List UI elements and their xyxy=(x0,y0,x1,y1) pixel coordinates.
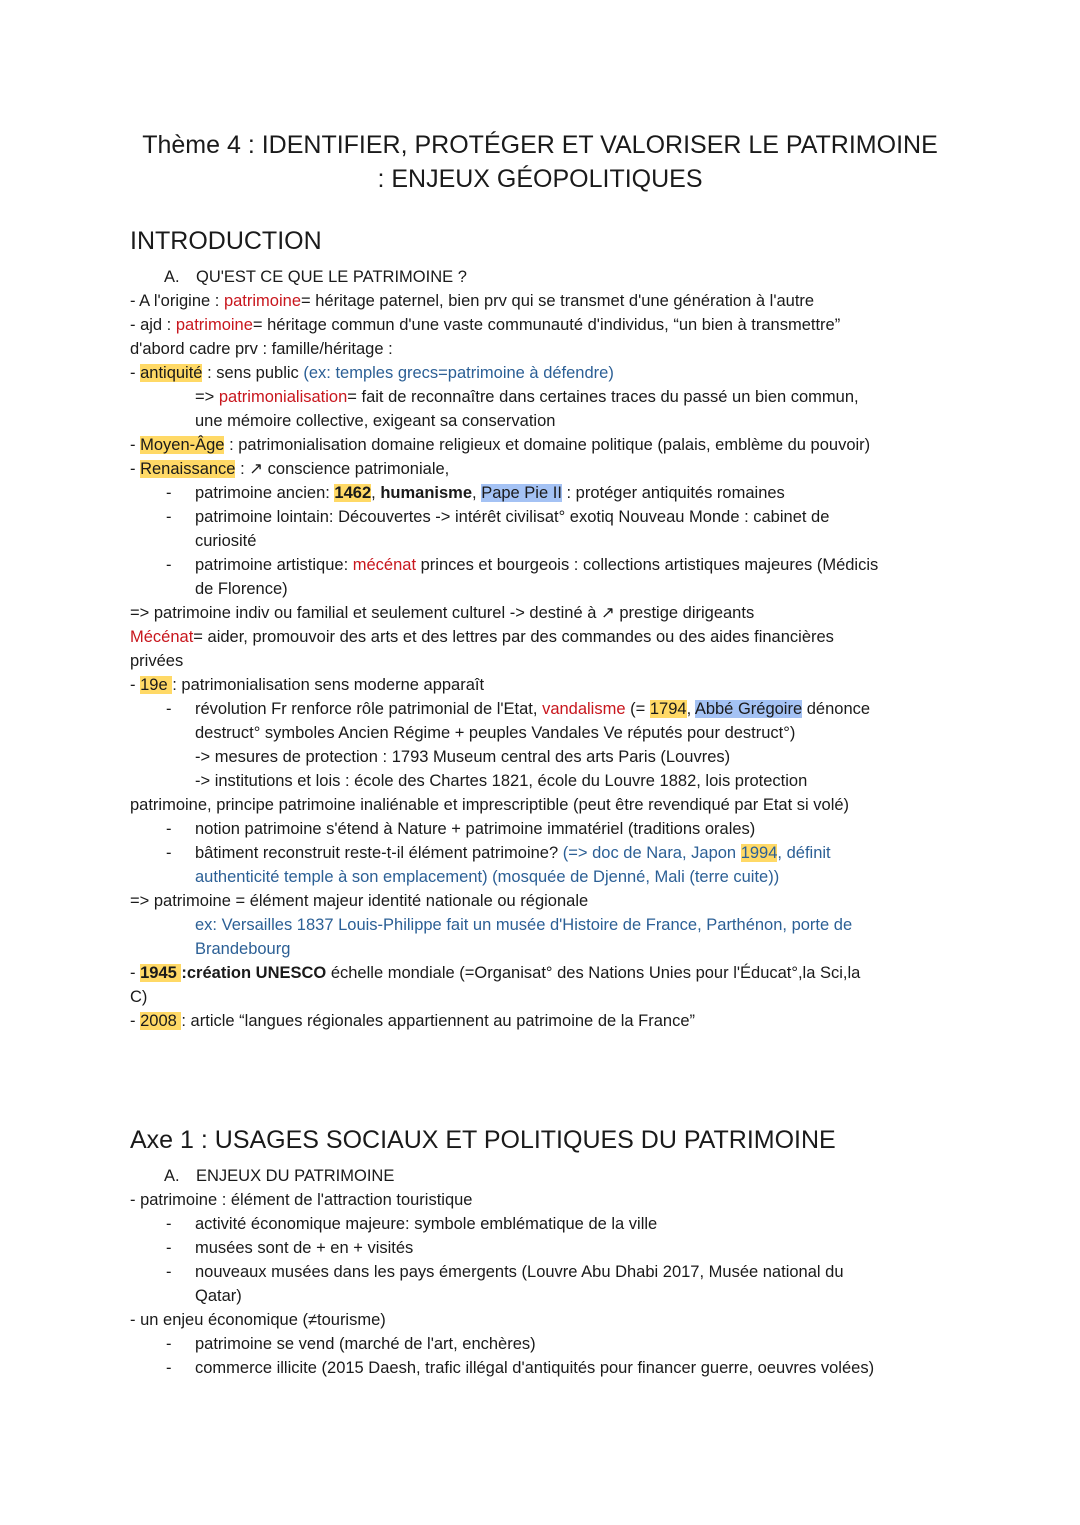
intro-subheading-a xyxy=(130,265,960,289)
bullet-dash: - xyxy=(166,1239,172,1257)
text: = fait de reconnaître dans certaines traces du passé un bien commun, xyxy=(347,388,859,406)
text-line: C) xyxy=(130,988,148,1006)
term-red: vandalisme xyxy=(542,700,626,718)
highlight-yellow: 1994 xyxy=(740,844,778,862)
bullet-item xyxy=(130,1212,960,1236)
text: : article “langues régionales appartiennent au patrimoine de la France” xyxy=(181,1012,696,1030)
sub-label: ENJEUX DU PATRIMOINE xyxy=(196,1167,395,1185)
highlight-blue: Abbé Grégoire xyxy=(694,700,803,718)
bullet-item xyxy=(130,841,960,865)
text: - xyxy=(130,364,141,382)
text-line xyxy=(130,313,960,337)
sub-label: QU'EST CE QUE LE PATRIMOINE ? xyxy=(196,268,467,286)
intro-heading: INTRODUCTION xyxy=(130,227,322,255)
term-red: patrimonialisation xyxy=(218,388,348,406)
highlight-yellow: 1462 xyxy=(334,484,372,502)
text-line: ex: Versailles 1837 Louis-Philippe fait un musée d'Histoire de France, Parthénon, porte de xyxy=(195,916,853,934)
text-line: Brandebourg xyxy=(195,940,291,958)
text-line: - patrimoine : élément de l'attraction touristique xyxy=(130,1191,473,1209)
highlight-yellow: 2008 xyxy=(140,1012,182,1030)
text: patrimoine se vend (marché de l'art, enchères) xyxy=(195,1335,536,1353)
text: notion patrimoine s'étend à Nature + patrimoine immatériel (traditions orales) xyxy=(195,820,756,838)
text: = héritage commun d'une vaste communauté d'individus, “un bien à transmettre” xyxy=(252,316,841,334)
intro-body xyxy=(130,265,960,1033)
text: bâtiment reconstruit reste-t-il élément patrimoine? xyxy=(195,844,563,862)
text: révolution Fr renforce rôle patrimonial de l'Etat, xyxy=(195,700,543,718)
text-line xyxy=(130,1009,960,1033)
text: : ↗ conscience patrimoniale, xyxy=(235,460,450,478)
bullet-item xyxy=(130,1332,960,1356)
highlight-yellow: Moyen-Âge xyxy=(140,436,225,454)
text-line xyxy=(130,673,960,697)
bullet-item xyxy=(130,1236,960,1260)
sub-letter: A. xyxy=(164,1167,180,1185)
text: , xyxy=(686,700,695,718)
text: , xyxy=(371,484,381,502)
text: - xyxy=(130,460,141,478)
text: : sens public xyxy=(202,364,304,382)
text: patrimoine ancien: xyxy=(195,484,335,502)
title-line-1: Thème 4 : IDENTIFIER, PROTÉGER ET VALORISER LE PATRIMOINE xyxy=(142,131,938,159)
text: dénonce xyxy=(802,700,871,718)
document-title xyxy=(130,128,950,196)
text: nouveaux musées dans les pays émergents (Louvre Abu Dhabi 2017, Musée national du xyxy=(195,1263,844,1281)
axe1-subheading-a xyxy=(130,1164,960,1188)
text-line: Qatar) xyxy=(195,1287,242,1305)
highlight-yellow: 1945 xyxy=(140,964,182,982)
example-blue: , définit xyxy=(777,844,831,862)
highlight-yellow: 19e xyxy=(140,676,173,694)
text: - ajd : xyxy=(130,316,176,334)
text-line: - un enjeu économique (≠tourisme) xyxy=(130,1311,386,1329)
text: : patrimonialisation sens moderne apparaît xyxy=(172,676,485,694)
text-line xyxy=(130,433,960,457)
bullet-dash: - xyxy=(166,820,172,838)
bullet-item xyxy=(130,505,960,529)
bullet-dash: - xyxy=(166,484,172,502)
bold-term: :création UNESCO xyxy=(181,964,327,982)
bullet-dash: - xyxy=(166,844,172,862)
highlight-yellow: antiquité xyxy=(140,364,203,382)
bullet-item xyxy=(130,1260,960,1284)
text-line: => patrimoine indiv ou familial et seulement culturel -> destiné à ↗ prestige dirigeants xyxy=(130,604,755,622)
term-red: mécénat xyxy=(352,556,417,574)
text: princes et bourgeois : collections artistiques majeures (Médicis xyxy=(416,556,879,574)
text: activité économique majeure: symbole emblématique de la ville xyxy=(195,1215,658,1233)
example-blue: (ex: temples grecs=patrimoine à défendre) xyxy=(303,364,614,382)
text: - xyxy=(130,676,141,694)
bullet-dash: - xyxy=(166,1215,172,1233)
text: - A l'origine : xyxy=(130,292,224,310)
bullet-item xyxy=(130,481,960,505)
term-red: patrimoine xyxy=(175,316,253,334)
text: , xyxy=(472,484,482,502)
highlight-yellow: Renaissance xyxy=(140,460,236,478)
text: échelle mondiale (=Organisat° des Nations Unies pour l'Éducat°,la Sci,la xyxy=(326,964,861,982)
highlight-blue: Pape Pie II xyxy=(481,484,562,502)
axe1-body xyxy=(130,1164,960,1380)
text: commerce illicite (2015 Daesh, trafic illégal d'antiquités pour financer guerre, oeuvres volées) xyxy=(195,1359,875,1377)
term-red: Mécénat xyxy=(130,628,194,646)
bullet-dash: - xyxy=(166,700,172,718)
axe1-heading: Axe 1 : USAGES SOCIAUX ET POLITIQUES DU PATRIMOINE xyxy=(130,1126,836,1154)
text-line: destruct° symboles Ancien Régime + peuples Vandales Ve réputés pour destruct°) xyxy=(195,724,796,742)
text: - xyxy=(130,436,141,454)
text: : protéger antiquités romaines xyxy=(561,484,785,502)
text-line: de Florence) xyxy=(195,580,288,598)
text: - xyxy=(130,964,141,982)
bullet-dash: - xyxy=(166,1335,172,1353)
text: (= xyxy=(625,700,650,718)
text: => xyxy=(195,388,219,406)
text: = aider, promouvoir des arts et des lettres par des commandes ou des aides financières xyxy=(193,628,834,646)
text: musées sont de + en + visités xyxy=(195,1239,414,1257)
text-line xyxy=(130,961,960,985)
bullet-dash: - xyxy=(166,508,172,526)
text: = héritage paternel, bien prv qui se transmet d'une génération à l'autre xyxy=(301,292,815,310)
text-line: une mémoire collective, exigeant sa conservation xyxy=(195,412,556,430)
text-line: -> mesures de protection : 1793 Museum central des arts Paris (Louvres) xyxy=(195,748,731,766)
text-line: => patrimoine = élément majeur identité nationale ou régionale xyxy=(130,892,589,910)
bold-term: humanisme xyxy=(380,484,473,502)
text-line xyxy=(130,457,960,481)
bullet-item xyxy=(130,817,960,841)
text: patrimoine artistique: xyxy=(195,556,353,574)
bullet-item xyxy=(130,553,960,577)
text: : patrimonialisation domaine religieux et domaine politique (palais, emblème du pouvoir) xyxy=(224,436,871,454)
text: - xyxy=(130,1012,141,1030)
text-line xyxy=(130,289,960,313)
text: patrimoine lointain: Découvertes -> intérêt civilisat° exotiq Nouveau Monde : cabinet de xyxy=(195,508,830,526)
term-red: patrimoine xyxy=(223,292,301,310)
bullet-dash: - xyxy=(166,556,172,574)
text-line: patrimoine, principe patrimoine inaliénable et imprescriptible (peut être revendiqué par Etat si volé) xyxy=(130,796,850,814)
bullet-dash: - xyxy=(166,1263,172,1281)
text-line xyxy=(130,361,960,385)
highlight-yellow: 1794 xyxy=(649,700,687,718)
bullet-item xyxy=(130,1356,960,1380)
example-blue: (=> doc de Nara, Japon xyxy=(562,844,741,862)
text-line: curiosité xyxy=(195,532,257,550)
text-line xyxy=(130,385,960,409)
text-line: authenticité temple à son emplacement) (mosquée de Djenné, Mali (terre cuite)) xyxy=(195,868,780,886)
text-line: -> institutions et lois : école des Chartes 1821, école du Louvre 1882, lois protection xyxy=(195,772,808,790)
sub-letter: A. xyxy=(164,268,180,286)
text-line xyxy=(130,625,960,649)
title-line-2: : ENJEUX GÉOPOLITIQUES xyxy=(377,165,703,193)
bullet-item xyxy=(130,697,960,721)
bullet-dash: - xyxy=(166,1359,172,1377)
text-line: d'abord cadre prv : famille/héritage : xyxy=(130,340,393,358)
text-line: privées xyxy=(130,652,184,670)
